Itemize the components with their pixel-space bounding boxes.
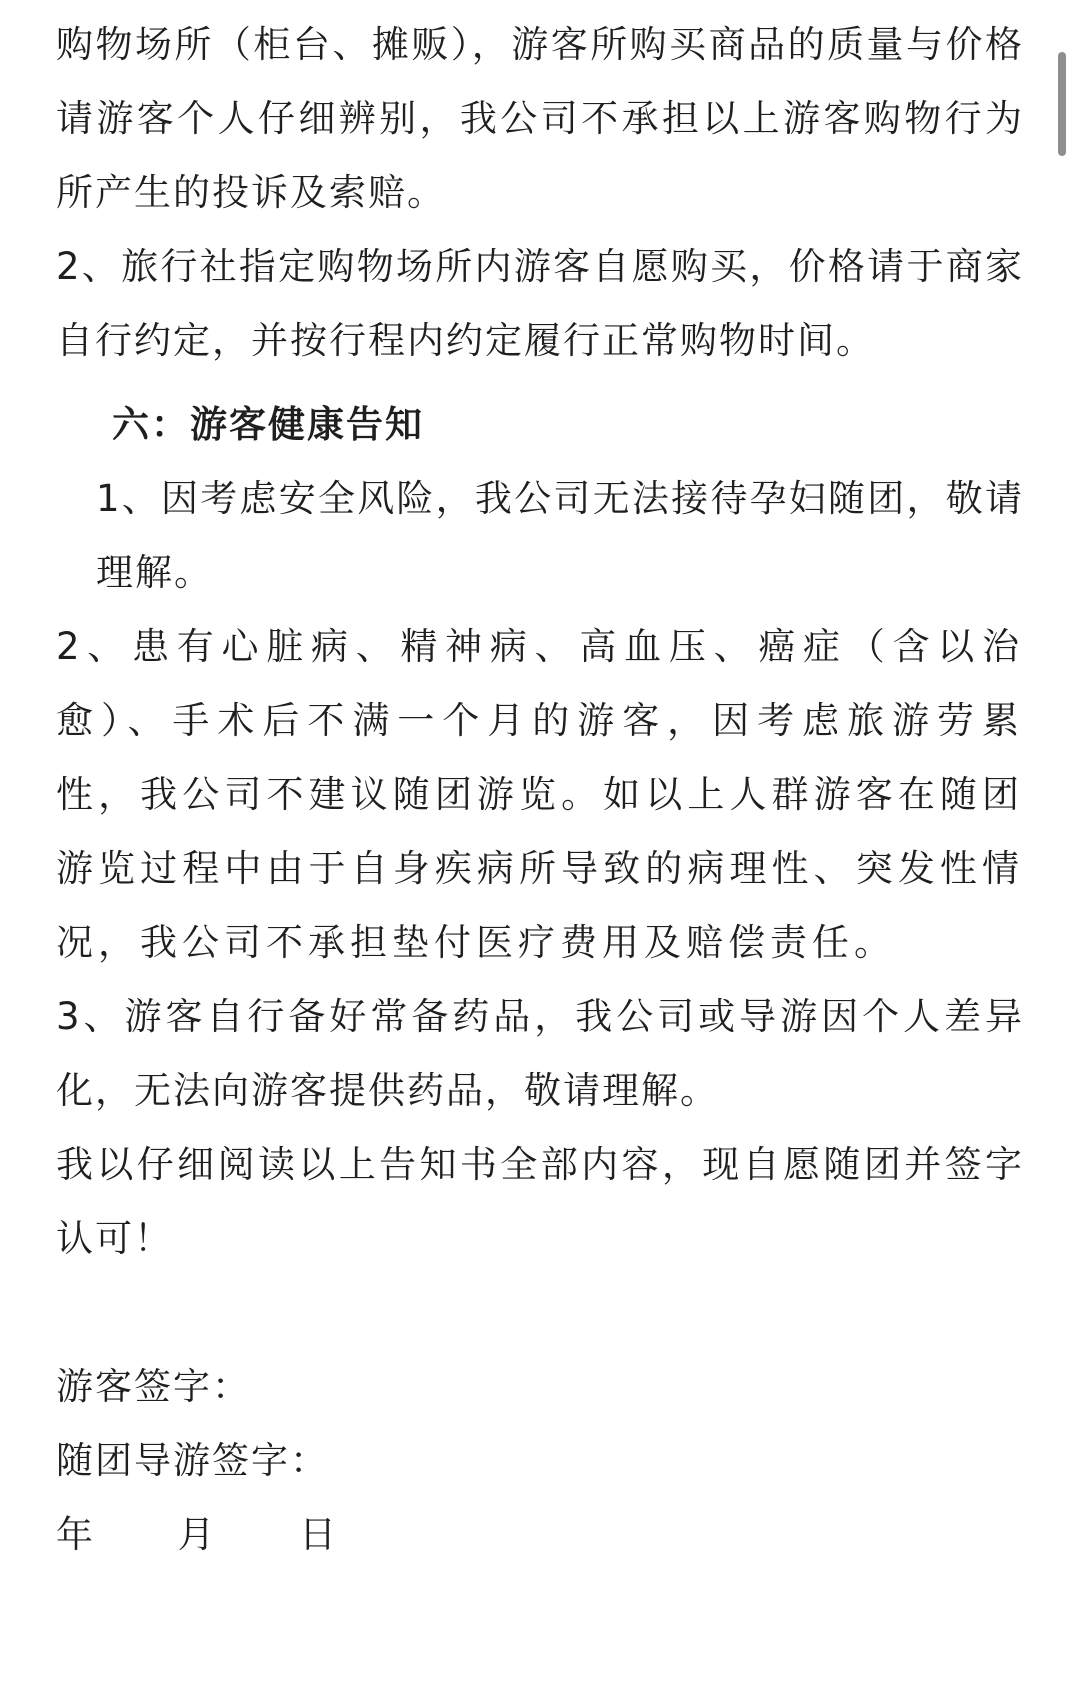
paragraph-designated-shopping: 2、旅行社指定购物场所内游客自愿购买，价格请于商家自行约定，并按行程内约定履行正常购物时间。 [56,245,1024,362]
health-item-1: 1、因考虑安全风险，我公司无法接待孕妇随团，敬请理解。 [96,477,1024,594]
confirmation-statement: 我以仔细阅读以上告知书全部内容，现自愿随团并签字认可！ [56,1143,1024,1260]
scrollbar-thumb[interactable] [1058,52,1066,156]
health-item-2: 2、患有心脏病、精神病、高血压、癌症（含以治愈）、手术后不满一个月的游客，因考虑旅游劳累性，我公司不建议随团游览。如以上人群游客在随团游览过程中由于自身疾病所导致的病理性、突发性情况，我公司不承担垫付医疗费用及赔偿责任。 [56,625,1024,964]
paragraph-shopping-disclaimer: 购物场所（柜台、摊贩），游客所购买商品的质量与价格请游客个人仔细辨别，我公司不承担以上游客购物行为所产生的投诉及索赔。 [56,23,1024,214]
guide-signature-label: 随团导游签字： [56,1439,329,1482]
section-heading-health: 六：游客健康告知 [112,403,424,446]
health-item-3: 3、游客自行备好常备药品，我公司或导游因个人差异化，无法向游客提供药品，敬请理解。 [56,995,1024,1112]
document-body [56,8,1024,1572]
tourist-signature-label: 游客签字： [56,1365,251,1408]
date-line: 年 月 日 [56,1513,339,1556]
